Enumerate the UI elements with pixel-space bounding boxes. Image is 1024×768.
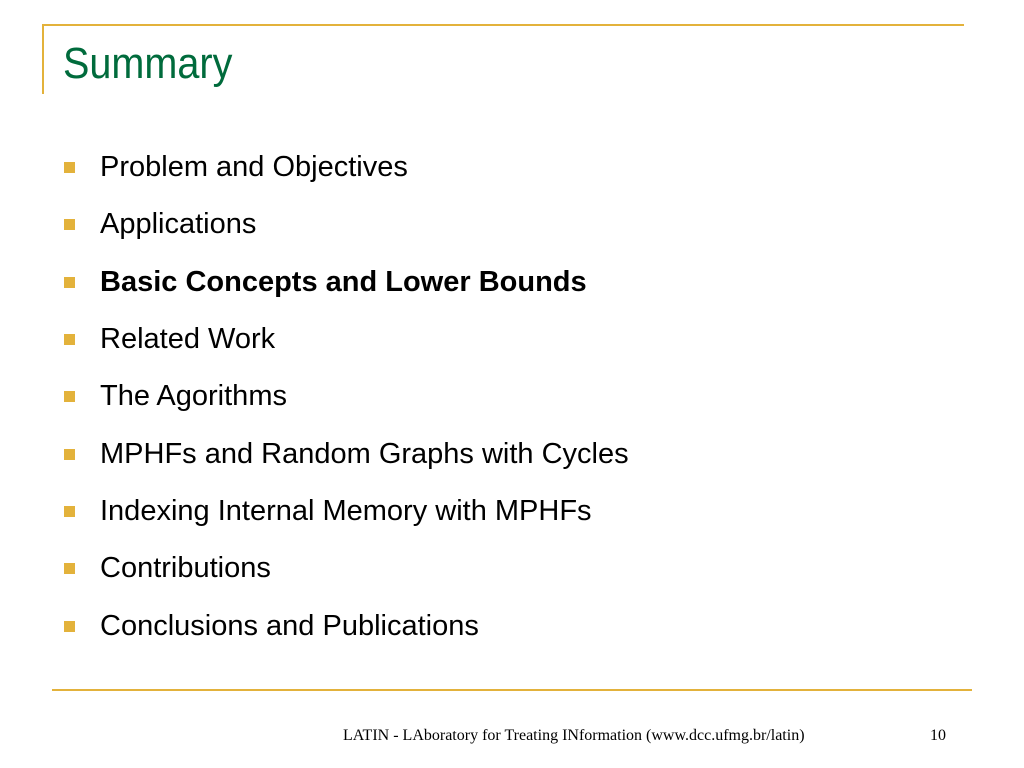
agenda-item xyxy=(64,548,271,588)
agenda-item-label: Contributions xyxy=(100,551,271,584)
agenda-item xyxy=(64,319,275,359)
agenda-item-label: Problem and Objectives xyxy=(100,150,408,183)
page-number: 10 xyxy=(930,727,946,744)
agenda-item-current xyxy=(64,262,587,302)
agenda-item xyxy=(64,606,479,646)
agenda-item-label: MPHFs and Random Graphs with Cycles xyxy=(100,437,629,470)
square-bullet-icon xyxy=(64,449,75,460)
agenda-item-label: Conclusions and Publications xyxy=(100,609,479,642)
agenda-item-label: The Agorithms xyxy=(100,379,287,412)
square-bullet-icon xyxy=(64,506,75,517)
square-bullet-icon xyxy=(64,621,75,632)
agenda-item-label: Related Work xyxy=(100,322,276,355)
agenda-item-label: Indexing Internal Memory with MPHFs xyxy=(100,494,592,527)
agenda-item-label: Basic Concepts and Lower Bounds xyxy=(100,265,587,298)
agenda-item-label: Applications xyxy=(100,207,257,240)
agenda-item xyxy=(64,204,256,244)
agenda-item xyxy=(64,147,408,187)
slide-title: Summary xyxy=(63,39,233,88)
agenda-item xyxy=(64,434,629,474)
square-bullet-icon xyxy=(64,334,75,345)
square-bullet-icon xyxy=(64,277,75,288)
agenda-item xyxy=(64,491,592,531)
agenda-item xyxy=(64,376,287,416)
footer-text: LATIN - LAboratory for Treating INformation (www.dcc.ufmg.br/latin) xyxy=(343,727,805,744)
square-bullet-icon xyxy=(64,162,75,173)
footer-divider xyxy=(52,689,972,691)
square-bullet-icon xyxy=(64,219,75,230)
square-bullet-icon xyxy=(64,391,75,402)
square-bullet-icon xyxy=(64,563,75,574)
